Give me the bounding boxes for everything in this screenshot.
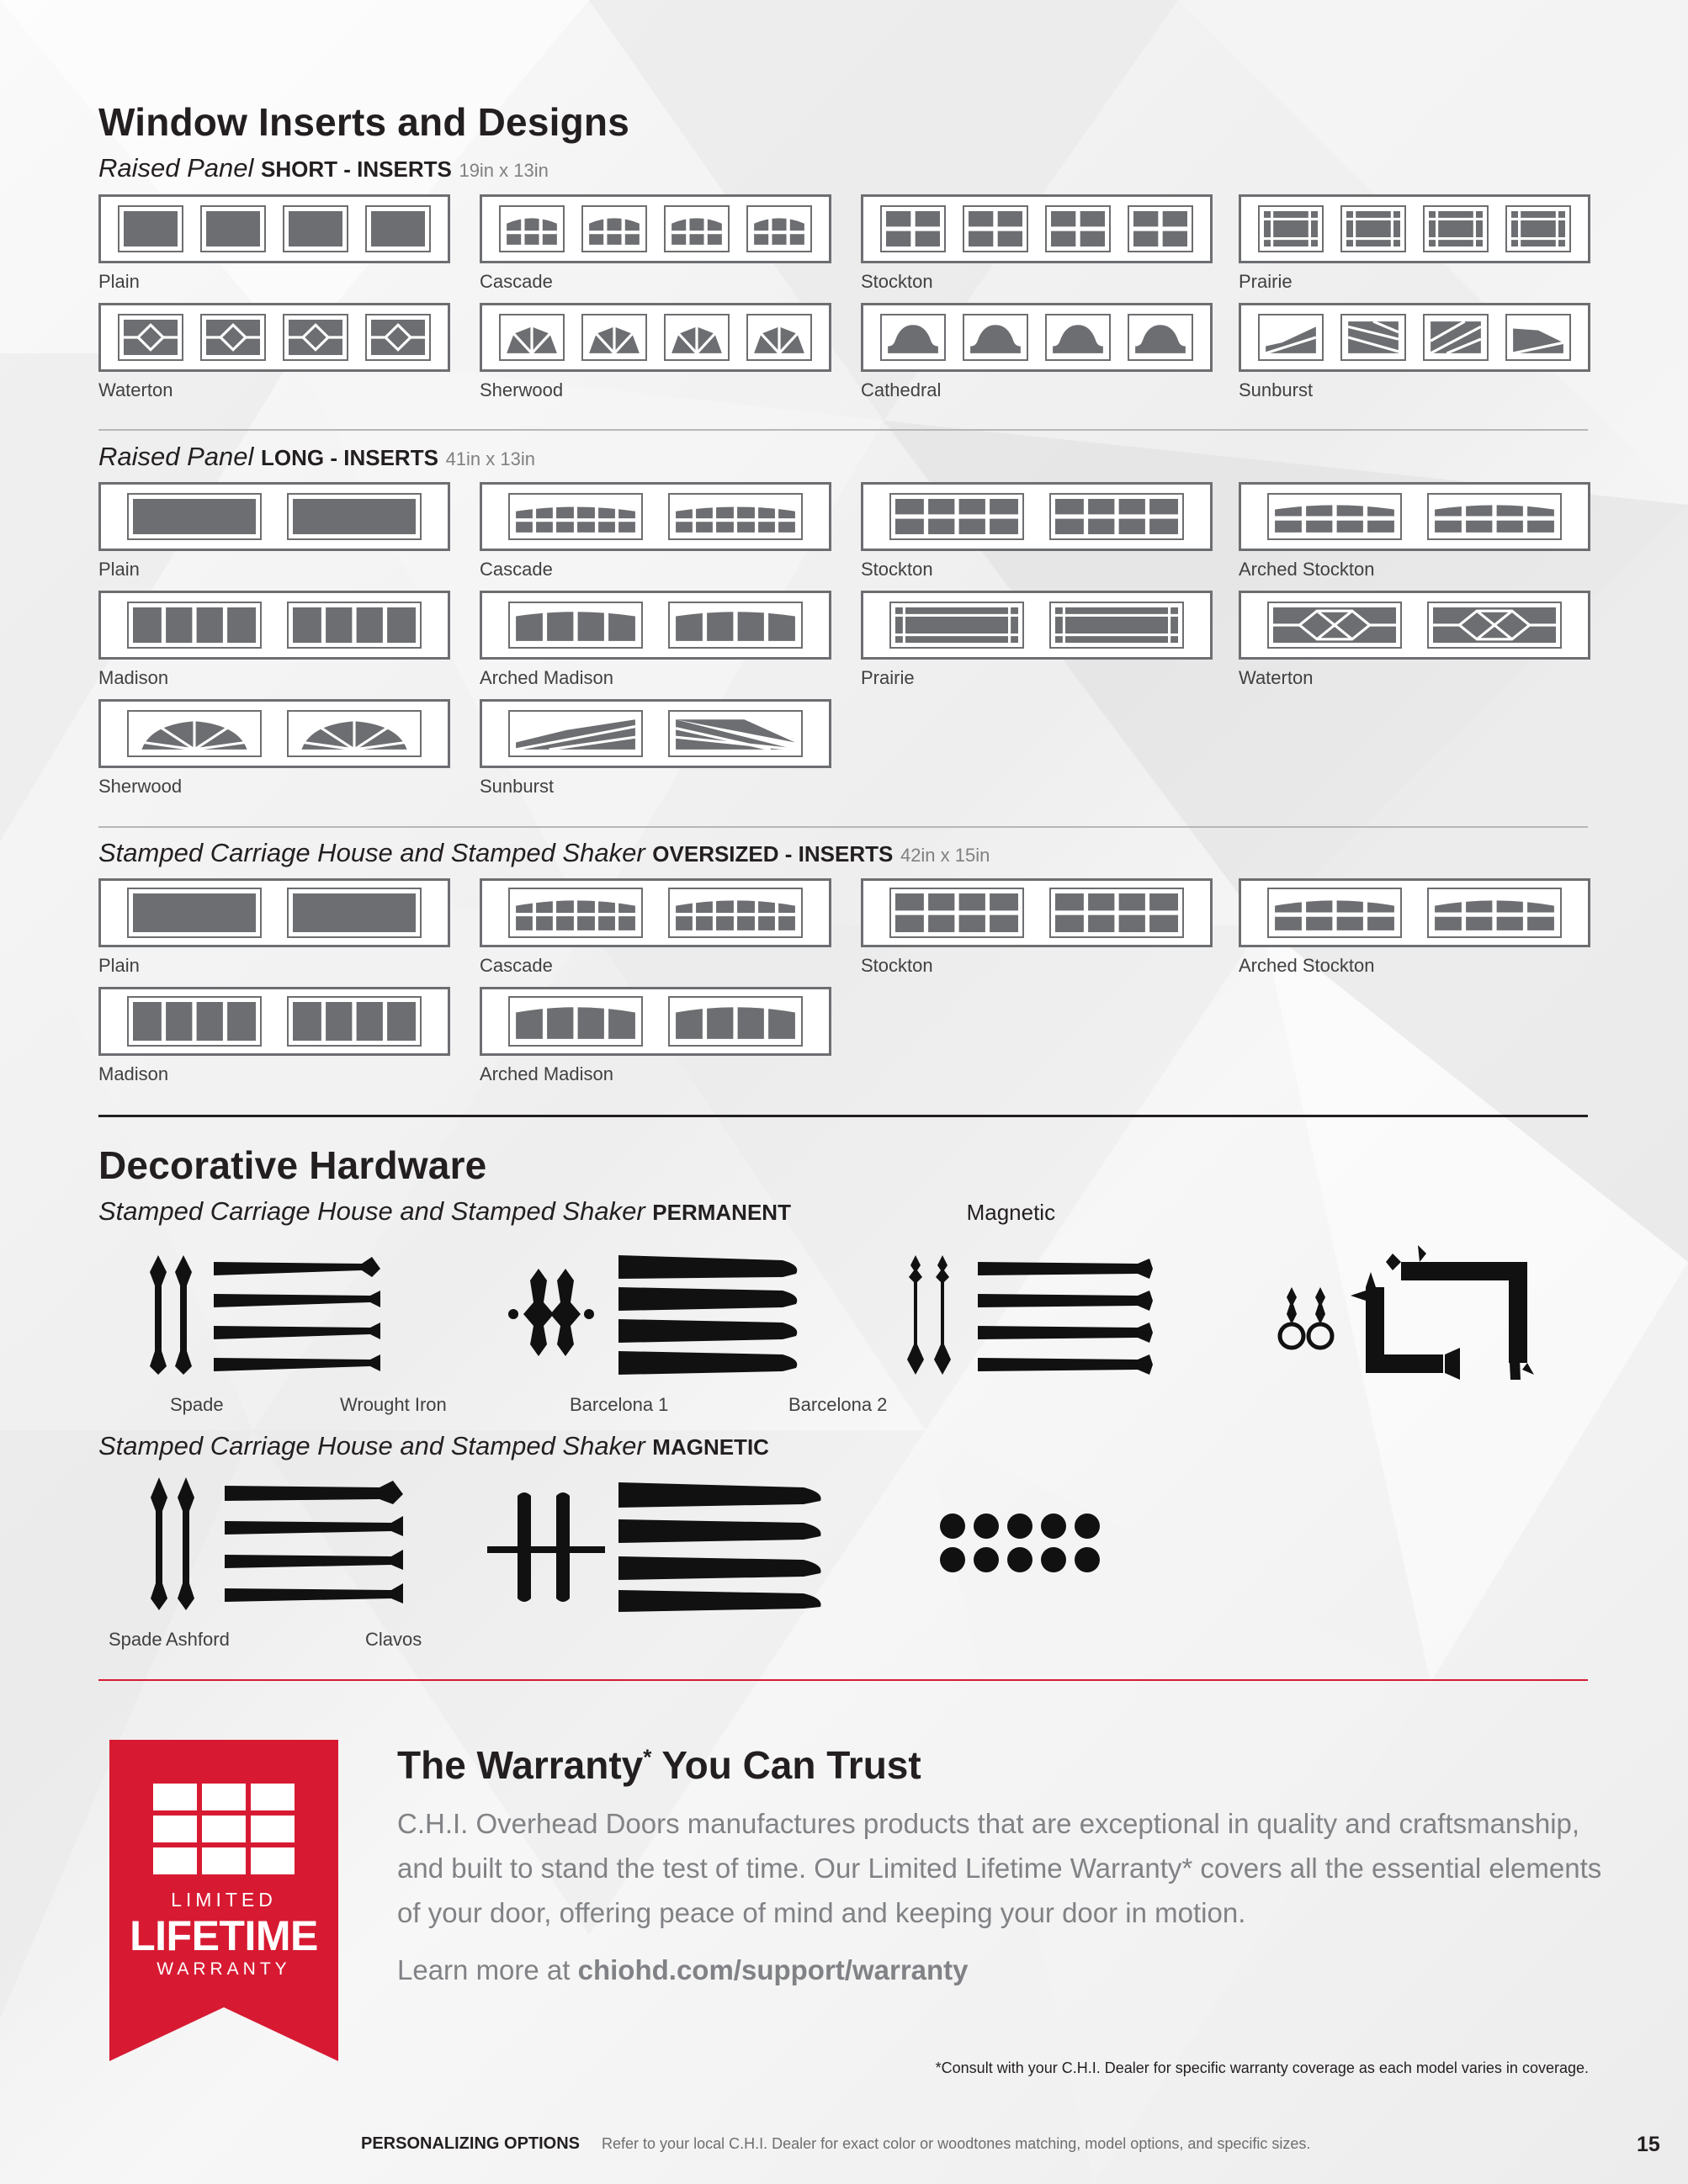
long-dims: 41in x 13in (445, 448, 535, 469)
hardware-magnetic-spade-image (147, 1474, 417, 1613)
magnetic-style: Stamped Carriage House and Stamped Shaker (98, 1431, 645, 1460)
window-pane (508, 996, 643, 1047)
hardware-barcelona-1-image (505, 1252, 808, 1378)
warranty-title-b: You Can Trust (651, 1743, 921, 1787)
window-pane (889, 602, 1024, 649)
window-pane (880, 314, 946, 361)
warranty-title (397, 1742, 921, 1788)
oversized-style: Stamped Carriage House and Stamped Shaker (98, 838, 645, 867)
section-divider (98, 1115, 1588, 1117)
insert-long-sunburst[interactable] (480, 699, 831, 768)
label-short-waterton: Waterton (98, 379, 173, 400)
label-long-arched-madison: Arched Madison (480, 667, 613, 688)
label-short-sherwood: Sherwood (480, 379, 564, 400)
badge-warranty-text: WARRANTY (157, 1959, 291, 1979)
section-title-window-inserts: Window Inserts and Designs (98, 100, 629, 144)
page-footer (361, 2134, 1310, 2154)
window-pane (668, 888, 803, 938)
permanent-subhead (98, 1196, 1055, 1227)
hardware-name-spade-magnetic: Spade (109, 1629, 162, 1650)
label-long-waterton: Waterton (1239, 667, 1314, 688)
window-pane (1258, 314, 1324, 361)
insert-long-waterton[interactable] (1239, 591, 1590, 660)
insert-long-arched-stockton[interactable] (1239, 482, 1590, 551)
badge-lifetime-text: LIFETIME (130, 1912, 318, 1959)
window-pane (1340, 314, 1406, 361)
window-pane (499, 314, 565, 361)
short-style: Raised Panel (98, 153, 254, 183)
red-divider (98, 1679, 1588, 1681)
insert-long-sherwood[interactable] (98, 699, 450, 768)
window-pane (1427, 493, 1562, 540)
label-oversized-cascade: Cascade (480, 955, 553, 976)
window-pane (668, 602, 803, 649)
section-title-decorative-hardware: Decorative Hardware (98, 1143, 487, 1187)
insert-short-cathedral[interactable] (861, 303, 1213, 372)
insert-long-arched-madison[interactable] (480, 591, 831, 660)
label-short-cathedral: Cathedral (861, 379, 942, 400)
short-inserts-subhead (98, 153, 549, 183)
window-pane (1049, 888, 1184, 938)
insert-long-cascade[interactable] (480, 482, 831, 551)
window-pane (1505, 205, 1571, 252)
window-pane (1267, 493, 1402, 540)
hardware-name-wrought-iron: Wrought Iron (340, 1394, 447, 1415)
window-pane (287, 710, 422, 757)
label-oversized-arched-madison: Arched Madison (480, 1063, 613, 1084)
label-short-sunburst: Sunburst (1239, 379, 1314, 400)
window-pane (287, 602, 422, 649)
window-pane (1049, 493, 1184, 540)
window-pane (664, 314, 730, 361)
insert-short-plain[interactable] (98, 194, 450, 263)
window-pane (1427, 602, 1562, 649)
long-inserts-subhead (98, 442, 535, 472)
insert-short-prairie[interactable] (1239, 194, 1590, 263)
footer-note: Refer to your local C.H.I. Dealer for exact color or woodtones matching, model options, and specific sizes. (602, 2135, 1311, 2152)
insert-short-sunburst[interactable] (1239, 303, 1590, 372)
window-pane (365, 205, 431, 252)
magnetic-subhead (98, 1431, 769, 1461)
label-oversized-arched-stockton: Arched Stockton (1239, 955, 1375, 976)
insert-long-plain[interactable] (98, 482, 450, 551)
label-long-stockton: Stockton (861, 559, 933, 580)
window-pane (581, 205, 647, 252)
magnetic-caption: Magnetic (966, 1200, 1056, 1225)
insert-long-prairie[interactable] (861, 591, 1213, 660)
long-size-label: LONG - INSERTS (261, 445, 438, 470)
window-pane (365, 314, 431, 361)
label-long-madison: Madison (98, 667, 169, 688)
long-style: Raised Panel (98, 442, 254, 471)
window-pane (127, 996, 262, 1047)
window-pane (127, 493, 262, 540)
window-pane (668, 996, 803, 1047)
page-number: 15 (1637, 2133, 1660, 2156)
window-pane (287, 996, 422, 1047)
window-pane (127, 602, 262, 649)
insert-long-stockton[interactable] (861, 482, 1213, 551)
window-pane (283, 205, 348, 252)
window-pane (1427, 888, 1562, 938)
window-pane (746, 205, 812, 252)
window-pane (668, 710, 803, 757)
label-short-prairie: Prairie (1239, 271, 1293, 292)
window-pane (200, 314, 266, 361)
label-long-prairie: Prairie (861, 667, 915, 688)
window-pane (746, 314, 812, 361)
hardware-magnetic-corner-image (1266, 1237, 1553, 1388)
window-pane (1267, 602, 1402, 649)
label-oversized-madison: Madison (98, 1063, 169, 1084)
window-pane (1423, 205, 1489, 252)
window-pane (1423, 314, 1489, 361)
divider (98, 826, 1588, 828)
window-pane (880, 205, 946, 252)
window-pane (1340, 205, 1406, 252)
label-long-arched-stockton: Arched Stockton (1239, 559, 1375, 580)
window-pane (508, 493, 643, 540)
hardware-name-clavos: Clavos (365, 1629, 422, 1650)
label-oversized-plain: Plain (98, 955, 140, 976)
window-pane (963, 205, 1028, 252)
window-pane (664, 205, 730, 252)
window-pane (118, 205, 183, 252)
permanent-type-label: PERMANENT (652, 1200, 791, 1225)
warranty-footnote: *Consult with your C.H.I. Dealer for specific warranty coverage as each model varies in coverage. (935, 2059, 1589, 2076)
label-short-plain: Plain (98, 271, 140, 292)
window-pane (127, 888, 262, 938)
footer-section: PERSONALIZING OPTIONS (361, 2134, 581, 2153)
window-pane (963, 314, 1028, 361)
label-long-plain: Plain (98, 559, 140, 580)
insert-oversized-madison[interactable] (98, 987, 450, 1056)
label-long-sunburst: Sunburst (480, 776, 555, 797)
hardware-name-barcelona-2: Barcelona 2 (788, 1394, 888, 1415)
window-pane (1267, 888, 1402, 938)
window-pane (1258, 205, 1324, 252)
warranty-title-star: * (643, 1744, 652, 1770)
window-pane (287, 493, 422, 540)
window-pane (508, 602, 643, 649)
window-pane (508, 710, 643, 757)
label-long-sherwood: Sherwood (98, 776, 183, 797)
badge-limited-text: LIMITED (171, 1889, 277, 1911)
magnetic-type-label: MAGNETIC (652, 1434, 769, 1460)
label-long-cascade: Cascade (480, 559, 553, 580)
insert-oversized-cascade[interactable] (480, 878, 831, 947)
warranty-link[interactable]: chiohd.com/support/warranty (577, 1954, 969, 1985)
window-pane (283, 314, 348, 361)
hardware-magnetic-ashford-image (484, 1474, 829, 1613)
permanent-style: Stamped Carriage House and Stamped Shaker (98, 1196, 645, 1226)
hardware-barcelona-2-image (900, 1252, 1161, 1378)
window-pane (889, 888, 1024, 938)
insert-oversized-arched-stockton[interactable] (1239, 878, 1590, 947)
insert-oversized-arched-madison[interactable] (480, 987, 831, 1056)
insert-oversized-plain[interactable] (98, 878, 450, 947)
warranty-body: C.H.I. Overhead Doors manufactures products that are exceptional in quality and craftsmanship, and built to stand the test of time. Our Limited Lifetime Warranty* covers all the essential elements of your door, offering peace of mind and keeping your door in motion. (397, 1808, 1602, 1928)
window-pane (1049, 602, 1184, 649)
warranty-learn-more (397, 1954, 969, 1986)
insert-long-madison[interactable] (98, 591, 450, 660)
learn-prefix: Learn more at (397, 1954, 578, 1985)
window-pane (127, 710, 262, 757)
insert-short-waterton[interactable] (98, 303, 450, 372)
oversized-size-label: OVERSIZED - INSERTS (652, 841, 894, 867)
window-pane (118, 314, 183, 361)
hardware-spade-wrought-iron-image (143, 1252, 404, 1378)
label-oversized-stockton: Stockton (861, 955, 933, 976)
hardware-name-ashford: Ashford (166, 1629, 230, 1650)
window-pane (1045, 314, 1111, 361)
window-pane (889, 493, 1024, 540)
window-pane (1045, 205, 1111, 252)
window-pane (508, 888, 643, 938)
divider (98, 429, 1588, 431)
window-pane (581, 314, 647, 361)
label-short-stockton: Stockton (861, 271, 933, 292)
label-short-cascade: Cascade (480, 271, 553, 292)
oversized-inserts-subhead (98, 838, 990, 868)
hardware-magnetic-clavos-image (934, 1508, 1123, 1583)
insert-short-sherwood[interactable] (480, 303, 831, 372)
window-pane (668, 493, 803, 540)
window-pane (200, 205, 266, 252)
short-dims: 19in x 13in (459, 160, 549, 181)
window-pane (287, 888, 422, 938)
insert-short-cascade[interactable] (480, 194, 831, 263)
window-pane (1128, 205, 1193, 252)
window-pane (1128, 314, 1193, 361)
short-size-label: SHORT - INSERTS (261, 156, 452, 182)
window-pane (1505, 314, 1571, 361)
hardware-name-spade: Spade (170, 1394, 224, 1415)
warranty-title-a: The Warranty (397, 1743, 644, 1787)
oversized-dims: 42in x 15in (900, 845, 990, 866)
insert-oversized-stockton[interactable] (861, 878, 1213, 947)
hardware-name-barcelona-1: Barcelona 1 (570, 1394, 669, 1415)
window-pane (499, 205, 565, 252)
insert-short-stockton[interactable] (861, 194, 1213, 263)
